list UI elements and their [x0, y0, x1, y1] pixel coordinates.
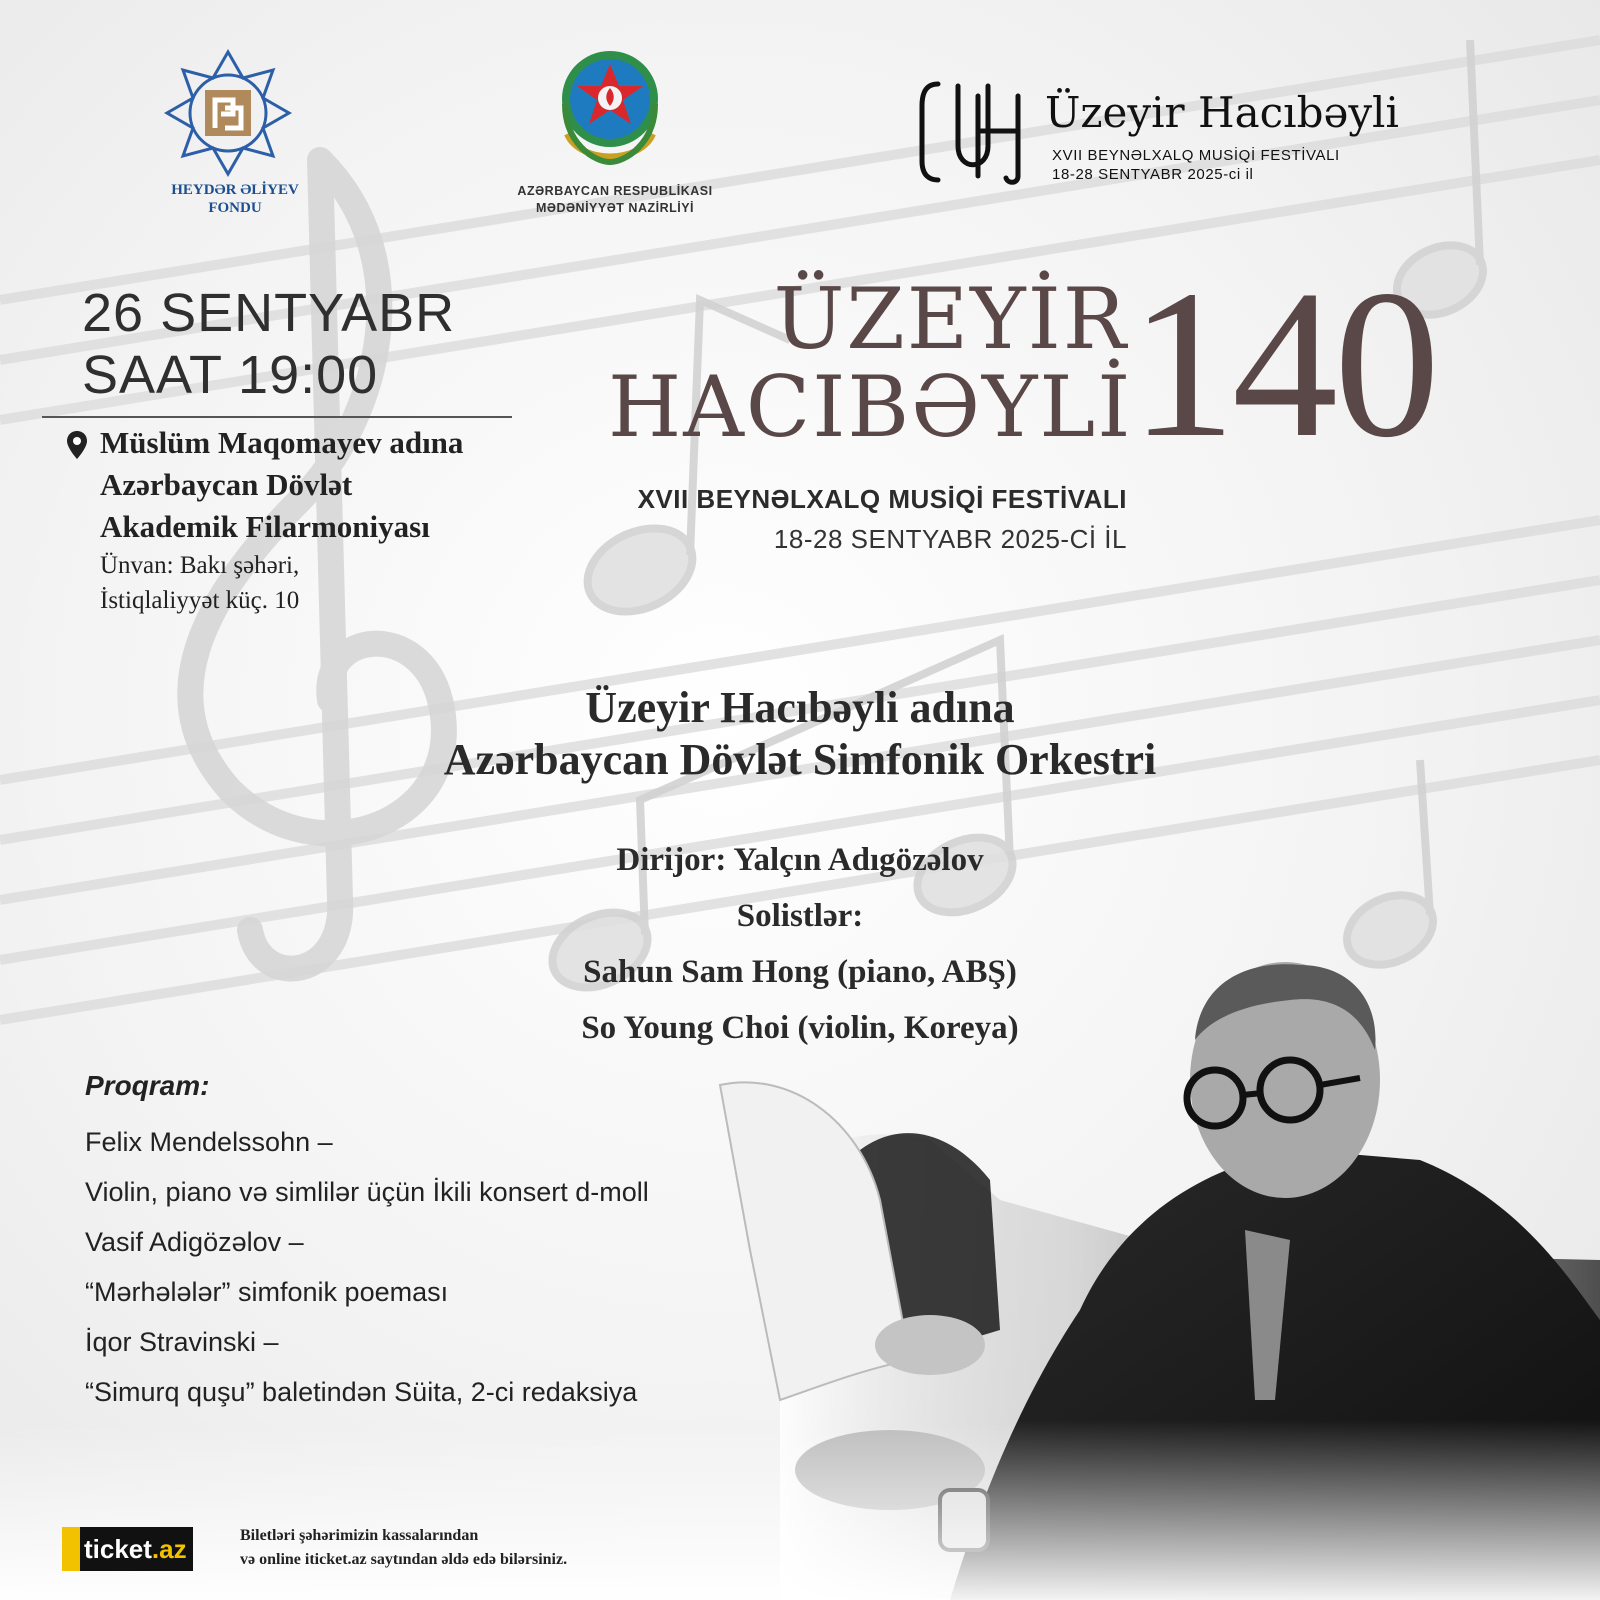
iticket-logo-box	[80, 1527, 193, 1571]
orchestra-line-1: Üzeyir Hacıbəyli adına	[585, 683, 1015, 732]
title-line-2: HACIBƏYLİ	[608, 358, 1133, 456]
iticket-logo-suffix: .az	[151, 1533, 187, 1564]
location-pin-icon	[66, 430, 88, 460]
program-item: Felix Mendelssohn –	[85, 1127, 333, 1157]
ministry-line-1: AZƏRBAYCAN RESPUBLİKASI	[517, 184, 713, 198]
ticket-info	[240, 1524, 567, 1572]
heydar-aliyev-fund-name	[150, 181, 320, 217]
divider	[42, 416, 512, 418]
title-line-1: ÜZEYİR	[773, 270, 1128, 368]
ticket-info-line-1: Biletləri şəhərimizin kassalarından	[240, 1527, 479, 1544]
iticket-logo-text: ticket	[84, 1533, 152, 1564]
address-line: Ünvan: Bakı şəhəri,	[100, 552, 300, 579]
program-item: “Simurq quşu” baletindən Süita, 2-ci redaksiya	[85, 1377, 638, 1407]
iticket-logo-i	[62, 1527, 80, 1571]
program-heading: Proqram:	[85, 1070, 210, 1101]
heydar-aliyev-fund-emblem	[163, 48, 293, 178]
program-list	[85, 1117, 649, 1417]
ministry-name	[470, 183, 760, 217]
soloist: Sahun Sam Hong (piano, ABŞ)	[583, 954, 1017, 990]
orchestra-line-2: Azərbaycan Dövlət Simfonik Orkestri	[443, 735, 1157, 784]
azerbaijan-coat-of-arms	[555, 44, 665, 169]
anniversary-number: 140	[1130, 246, 1436, 481]
festival-logo-line-2: 18-28 SENTYABR 2025-ci il	[1052, 166, 1254, 183]
venue-line: Akademik Filarmoniyası	[100, 509, 430, 544]
orchestra-name	[200, 682, 1400, 786]
program-item: İqor Stravinski –	[85, 1327, 279, 1357]
ministry-line-2: MƏDƏNİYYƏT NAZİRLİYİ	[535, 201, 695, 215]
festival-logo-name: Üzeyir Hacıbəyli	[1045, 88, 1399, 137]
fund-line-2: FONDU	[208, 200, 262, 216]
festival-title: XVII BEYNƏLXALQ MUSİQİ FESTİVALI	[637, 484, 1127, 514]
main-title	[608, 270, 1133, 456]
program-item: Violin, piano və simlilər üçün İkili konsert d-moll	[85, 1177, 649, 1207]
soloists-label: Solistlər:	[736, 898, 864, 934]
festival-logo-mark	[918, 76, 1038, 186]
festival-logo-line-1: XVII BEYNƏLXALQ MUSİQİ FESTİVALI	[1052, 147, 1340, 164]
soloist: So Young Choi (violin, Koreya)	[581, 1010, 1019, 1046]
address-line: İstiqlaliyyət küç. 10	[100, 587, 300, 614]
venue-name	[100, 422, 463, 548]
fund-line-1: HEYDƏR ƏLİYEV	[171, 182, 299, 198]
festival-logo-subtitle	[1052, 146, 1340, 184]
festival-dates: 18-28 SENTYABR 2025-Cİ İL	[773, 524, 1127, 554]
ticket-info-line-2: və online iticket.az saytından əldə edə bilərsiniz.	[240, 1551, 568, 1568]
event-time: SAAT 19:00	[82, 345, 379, 405]
iticket-logo[interactable]	[62, 1527, 193, 1571]
event-date: 26 SENTYABR	[82, 283, 456, 343]
venue-address	[100, 548, 299, 618]
program-item: Vasif Adigözəlov –	[85, 1227, 304, 1257]
program-item: “Mərhələlər” simfonik poeması	[85, 1277, 449, 1307]
event-datetime	[82, 282, 455, 406]
cast-list	[200, 832, 1400, 1056]
venue-line: Müslüm Maqomayev adına	[100, 425, 464, 460]
conductor: Dirijor: Yalçın Adıgözəlov	[616, 842, 984, 878]
venue-line: Azərbaycan Dövlət	[100, 467, 353, 502]
